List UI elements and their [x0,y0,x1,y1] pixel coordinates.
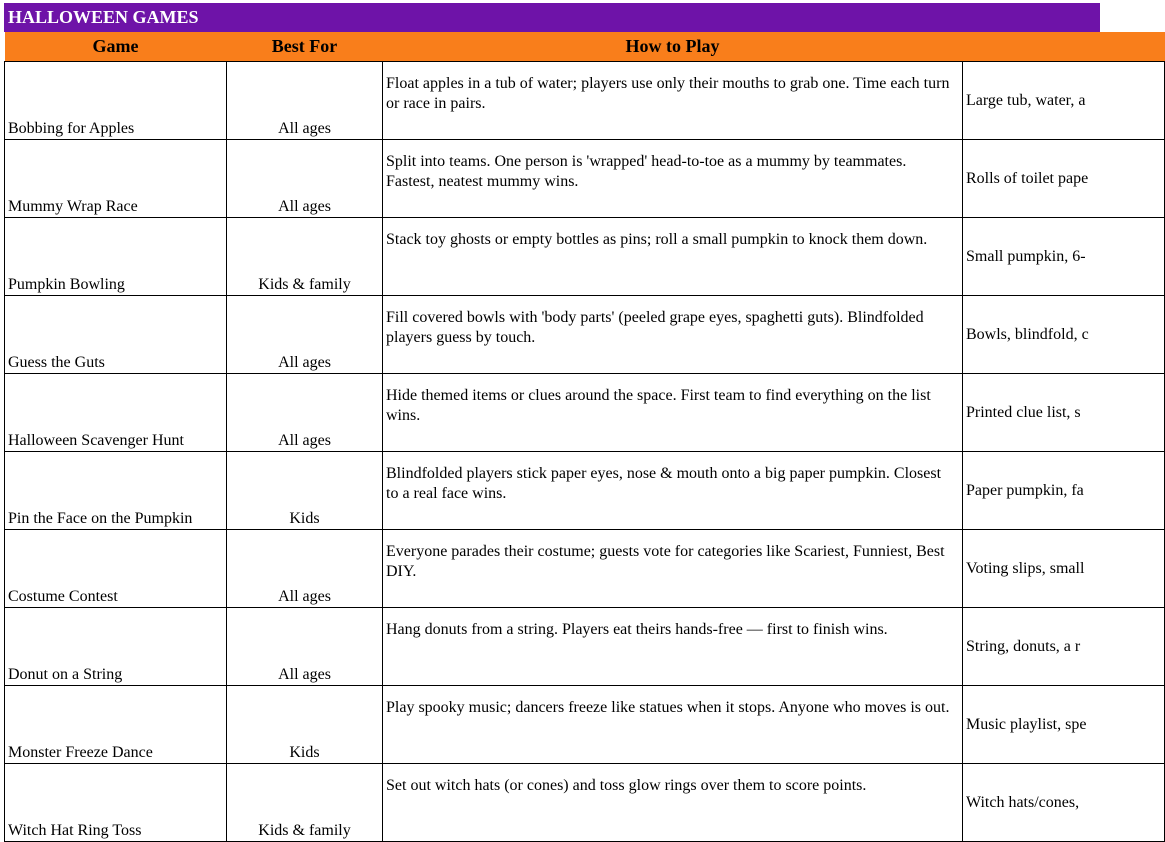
table-row [5,62,1165,140]
how-to-play-cell[interactable]: Fill covered bowls with 'body parts' (peeled grape eyes, spaghetti guts). Blindfolded players guess by touch. [383,296,963,374]
how-to-play-cell[interactable]: Blindfolded players stick paper eyes, nose & mouth onto a big paper pumpkin. Closest to a real face wins. [383,452,963,530]
game-cell[interactable]: Costume Contest [5,530,227,608]
best-for-cell[interactable]: All ages [227,62,383,140]
table-row [5,530,1165,608]
game-cell[interactable]: Witch Hat Ring Toss [5,764,227,842]
supplies-cell[interactable]: Music playlist, spe [963,686,1165,764]
supplies-cell[interactable]: Paper pumpkin, fa [963,452,1165,530]
game-cell[interactable]: Pin the Face on the Pumpkin [5,452,227,530]
how-to-play-cell[interactable]: Hang donuts from a string. Players eat theirs hands-free — first to finish wins. [383,608,963,686]
header-supplies[interactable] [963,32,1165,62]
header-game[interactable]: Game [5,32,227,62]
how-to-play-cell[interactable]: Everyone parades their costume; guests vote for categories like Scariest, Funniest, Best DIY. [383,530,963,608]
best-for-cell[interactable]: Kids & family [227,218,383,296]
supplies-cell[interactable]: Rolls of toilet pape [963,140,1165,218]
supplies-cell[interactable]: Small pumpkin, 6- [963,218,1165,296]
game-cell[interactable]: Guess the Guts [5,296,227,374]
game-cell[interactable]: Halloween Scavenger Hunt [5,374,227,452]
best-for-cell[interactable]: All ages [227,608,383,686]
how-to-play-cell[interactable]: Float apples in a tub of water; players use only their mouths to grab one. Time each turn or race in pairs. [383,62,963,140]
table-row [5,140,1165,218]
supplies-cell[interactable]: Witch hats/cones, [963,764,1165,842]
spreadsheet [4,3,1100,839]
table-row [5,218,1165,296]
best-for-cell[interactable]: All ages [227,296,383,374]
best-for-cell[interactable]: Kids [227,686,383,764]
best-for-cell[interactable]: All ages [227,140,383,218]
best-for-cell[interactable]: All ages [227,530,383,608]
how-to-play-cell[interactable]: Set out witch hats (or cones) and toss glow rings over them to score points. [383,764,963,842]
how-to-play-cell[interactable]: Play spooky music; dancers freeze like statues when it stops. Anyone who moves is out. [383,686,963,764]
game-cell[interactable]: Donut on a String [5,608,227,686]
table-row [5,452,1165,530]
game-cell[interactable]: Bobbing for Apples [5,62,227,140]
header-how-to-play[interactable]: How to Play [383,32,963,62]
supplies-cell[interactable]: Voting slips, small [963,530,1165,608]
header-row [5,32,1165,62]
game-cell[interactable]: Pumpkin Bowling [5,218,227,296]
how-to-play-cell[interactable]: Split into teams. One person is 'wrapped' head-to-toe as a mummy by teammates. Fastest, neatest mummy wins. [383,140,963,218]
game-cell[interactable]: Mummy Wrap Race [5,140,227,218]
table-row [5,374,1165,452]
supplies-cell[interactable]: String, donuts, a r [963,608,1165,686]
game-cell[interactable]: Monster Freeze Dance [5,686,227,764]
how-to-play-cell[interactable]: Hide themed items or clues around the space. First team to find everything on the list wins. [383,374,963,452]
games-table [4,32,1165,842]
supplies-cell[interactable]: Large tub, water, a [963,62,1165,140]
sheet-title[interactable]: HALLOWEEN GAMES [4,3,1100,32]
supplies-cell[interactable]: Bowls, blindfold, c [963,296,1165,374]
supplies-cell[interactable]: Printed clue list, s [963,374,1165,452]
best-for-cell[interactable]: Kids & family [227,764,383,842]
table-row [5,764,1165,842]
header-best-for[interactable]: Best For [227,32,383,62]
table-row [5,686,1165,764]
best-for-cell[interactable]: Kids [227,452,383,530]
how-to-play-cell[interactable]: Stack toy ghosts or empty bottles as pins; roll a small pumpkin to knock them down. [383,218,963,296]
table-row [5,608,1165,686]
best-for-cell[interactable]: All ages [227,374,383,452]
table-row [5,296,1165,374]
